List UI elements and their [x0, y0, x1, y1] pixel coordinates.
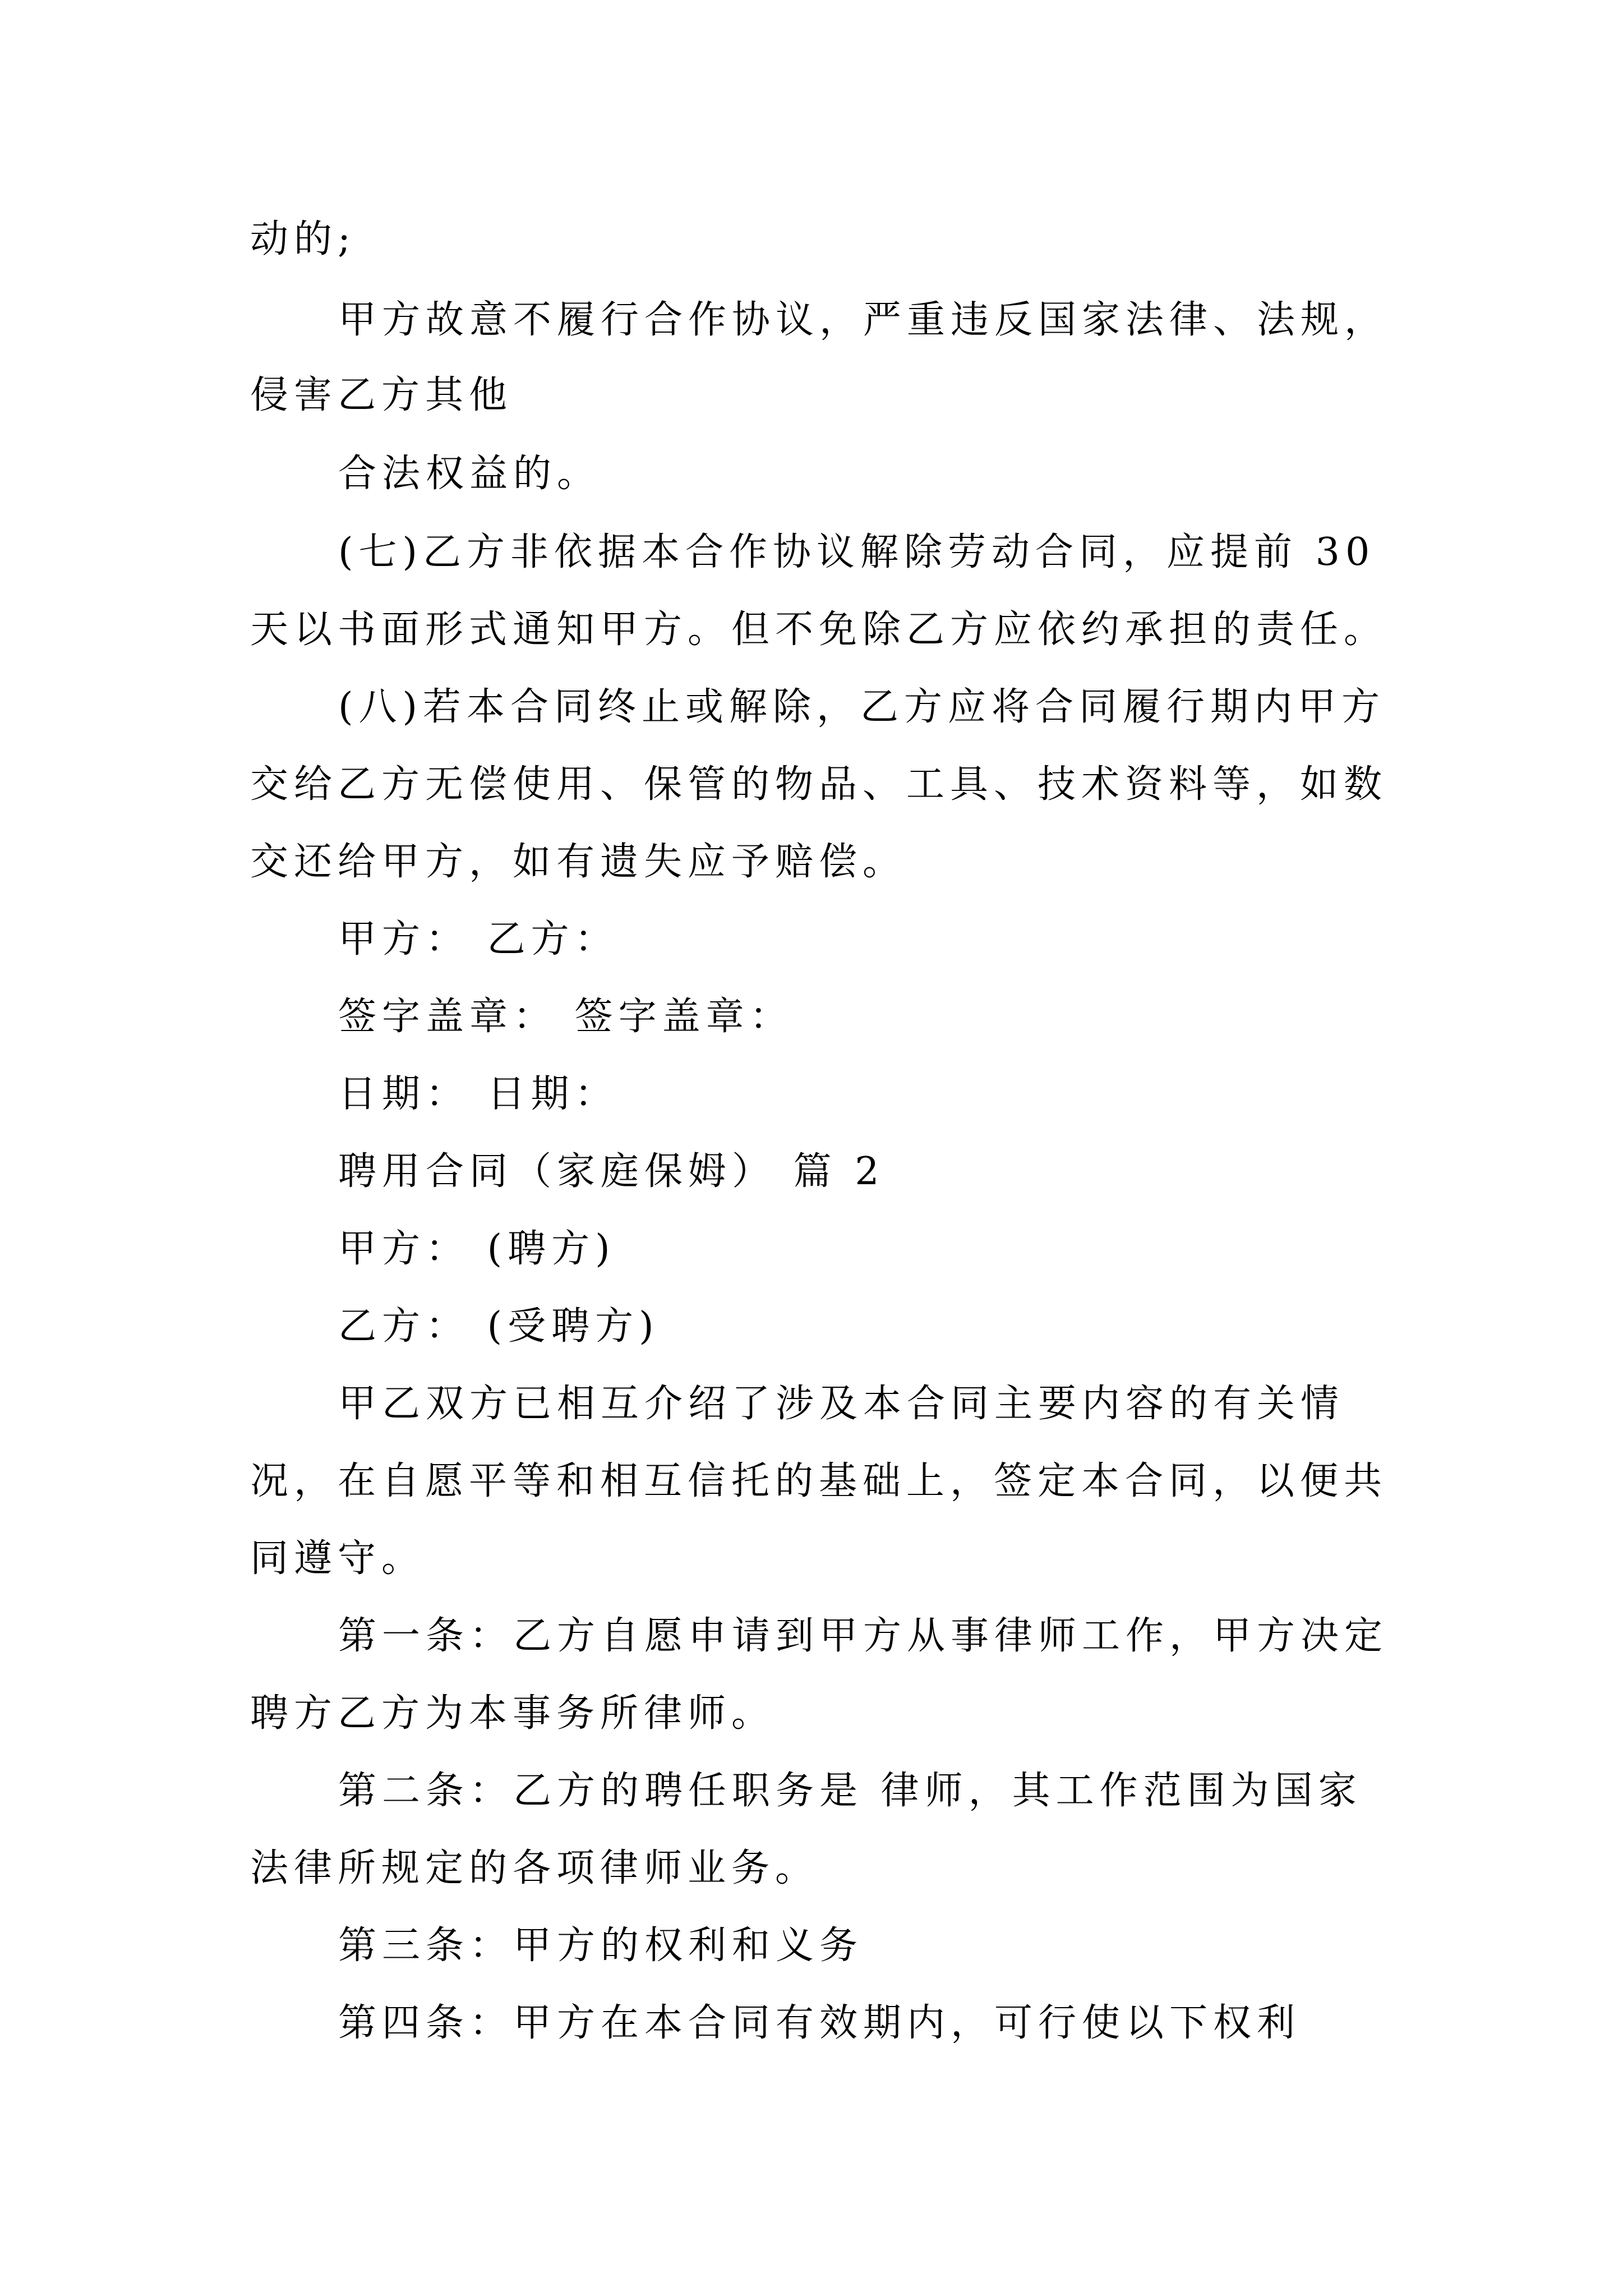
- text-line: 动的;: [250, 217, 356, 261]
- article-2-line: 第二条：乙方的聘任职务是 律师，其工作范围为国家: [338, 1769, 1362, 1813]
- party-b-line: 乙方： (受聘方): [338, 1304, 660, 1349]
- text-line: 法律所规定的各项律师业务。: [250, 1846, 819, 1890]
- text-line: 合法权益的。: [338, 452, 601, 496]
- text-line: (七)乙方非依据本合作协议解除劳动合同，应提前 30: [338, 530, 1376, 574]
- signature-seal-line: 签字盖章： 签字盖章：: [338, 995, 794, 1039]
- text-line: 交给乙方无偿使用、保管的物品、工具、技术资料等，如数: [250, 762, 1388, 807]
- text-line: 甲方故意不履行合作协议，严重违反国家法律、法规，: [338, 298, 1389, 342]
- text-line: 同遵守。: [250, 1536, 426, 1581]
- text-line: 甲乙双方已相互介绍了涉及本合同主要内容的有关情: [338, 1382, 1345, 1426]
- article-3-line: 第三条：甲方的权利和义务: [338, 1924, 864, 1968]
- text-line: 况，在自愿平等和相互信托的基础上，签定本合同，以便共: [250, 1459, 1388, 1503]
- article-1-line: 第一条：乙方自愿申请到甲方从事律师工作，甲方决定: [338, 1614, 1389, 1658]
- section-heading: 聘用合同（家庭保姆） 篇 2: [338, 1149, 885, 1194]
- text-line: (八)若本合同终止或解除，乙方应将合同履行期内甲方: [338, 685, 1386, 729]
- text-line: 聘方乙方为本事务所律师。: [250, 1691, 776, 1736]
- text-line: 天以书面形式通知甲方。但不免除乙方应依约承担的责任。: [250, 608, 1388, 652]
- signature-date-line: 日期： 日期：: [338, 1072, 619, 1116]
- text-line: 侵害乙方其他: [250, 373, 513, 417]
- article-4-line: 第四条：甲方在本合同有效期内，可行使以下权利: [338, 2001, 1301, 2045]
- signature-parties: 甲方： 乙方：: [338, 917, 619, 961]
- party-a-line: 甲方： (聘方): [338, 1227, 616, 1271]
- text-line: 交还给甲方，如有遗失应予赔偿。: [250, 840, 907, 884]
